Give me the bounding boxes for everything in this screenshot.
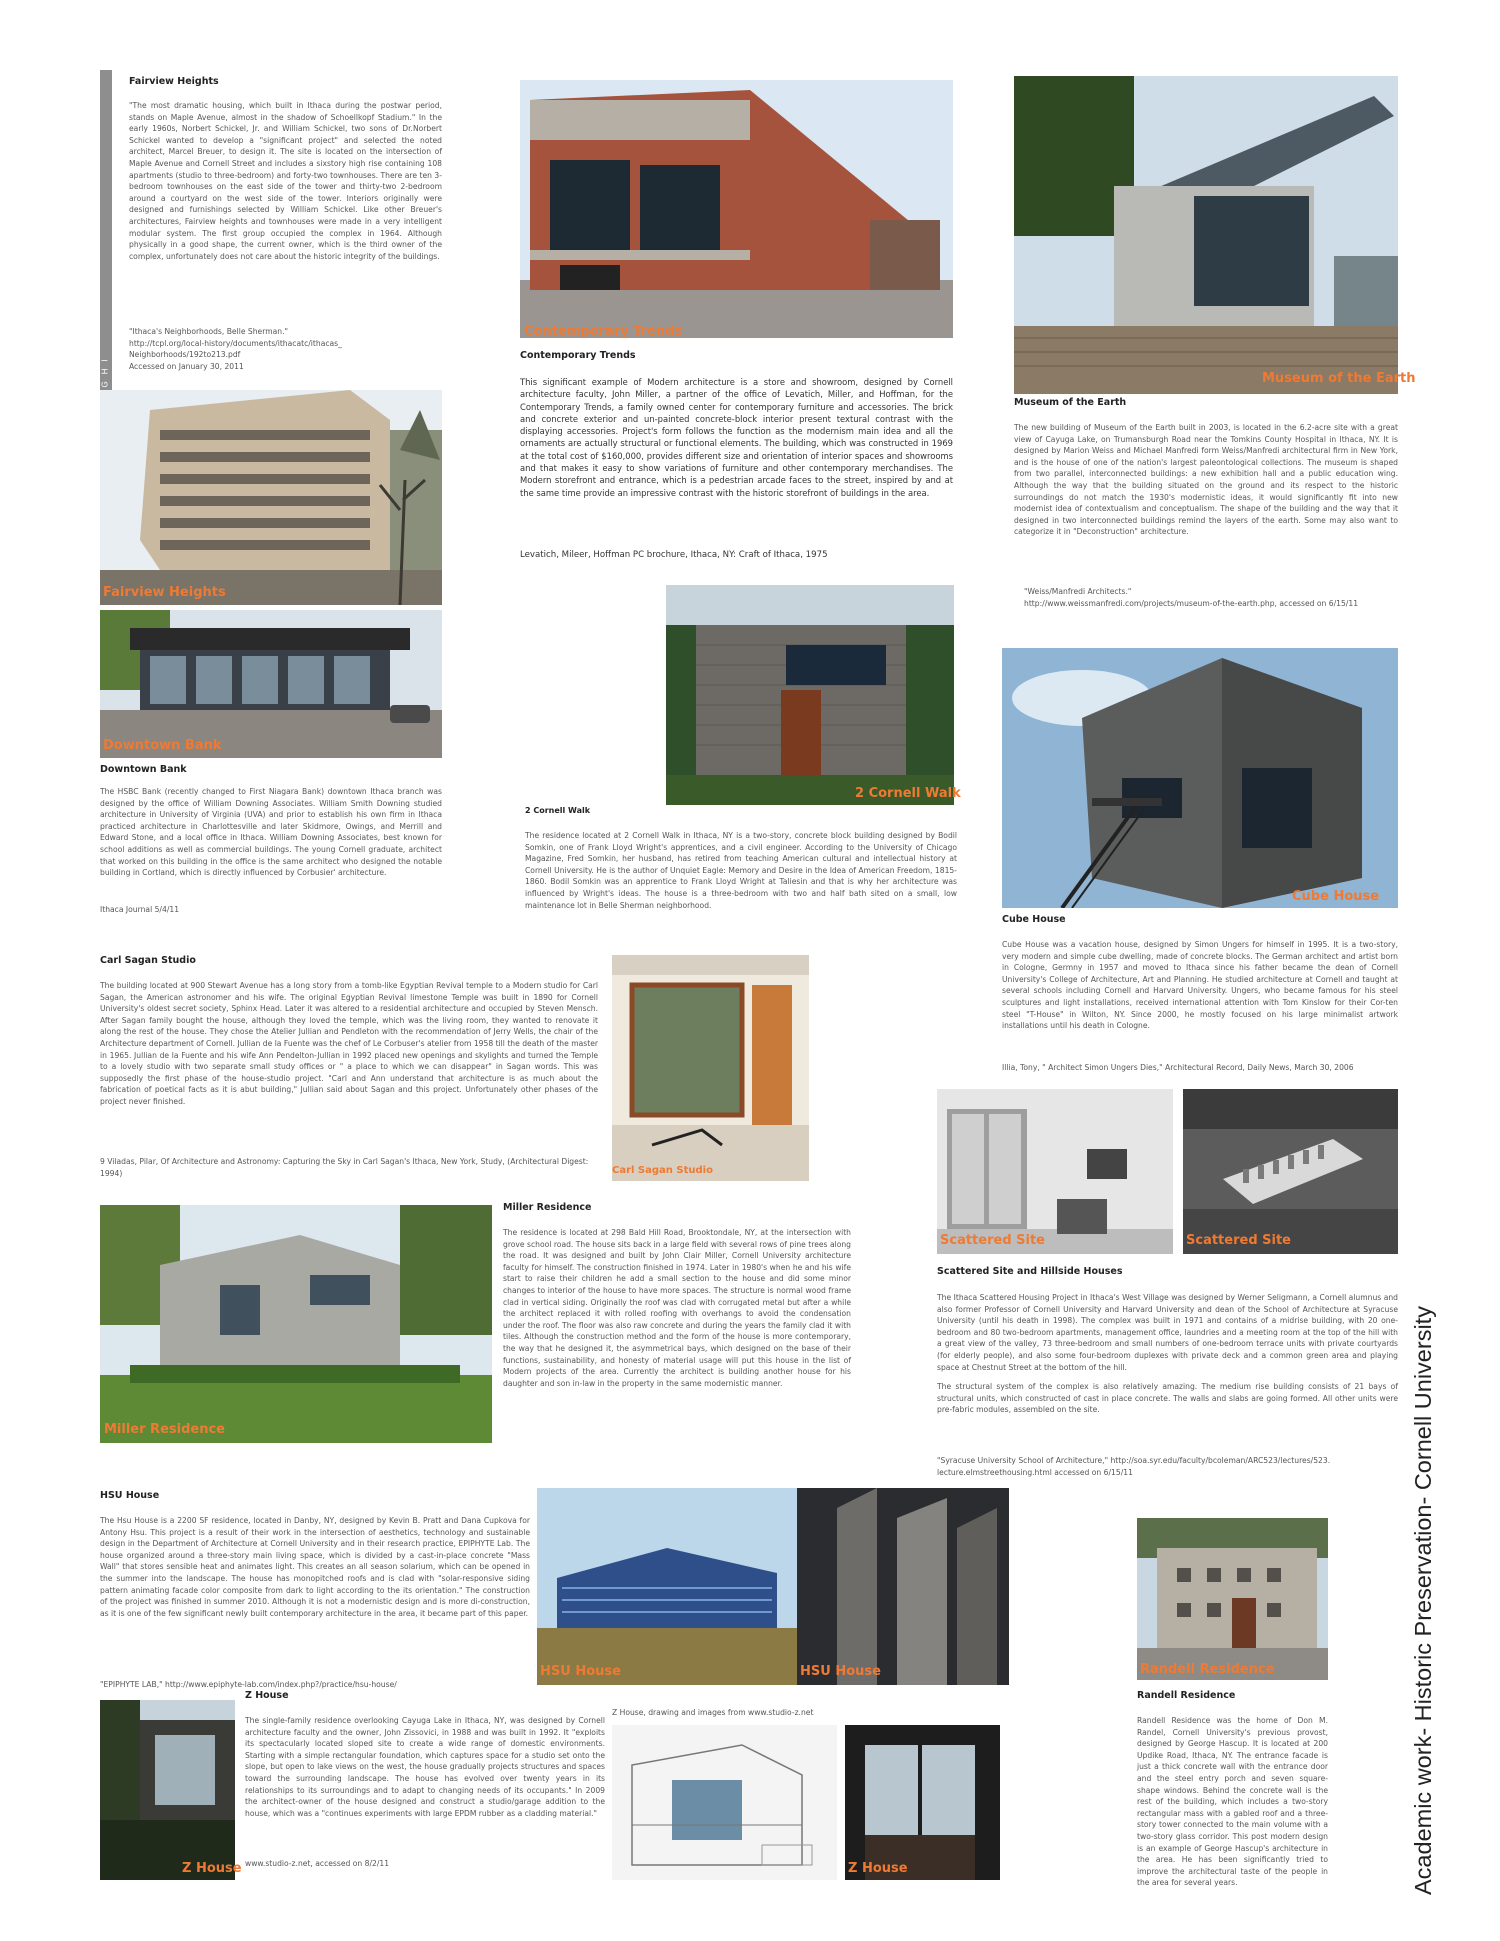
contemporary-title: Contemporary Trends — [520, 350, 636, 361]
sagan-title: Carl Sagan Studio — [100, 955, 196, 966]
scattered-text-1: The Ithaca Scattered Housing Project in Ithaca's West Village was designed by Werner Seligmann, a Cornell alumnus and also former Professor of Cornell University and Harvard University and dean of the School of Architecture at Syracuse University (until his death in 1998). The complex was built in 1971 and contains of a midrise building, with 20 one-bedroom and 80 two-bedroom apartments, management office, laundries and a meeting room at the top of the hill with a great view of the valley, 73 three-bedroom and small numbers of one-bedroom terrace units with private courtyards (for elderly people), and also some four-bedroom duplexes with private deck and a common green area and playing space at Chestnut Street at the bottom of the hill. — [937, 1293, 1398, 1372]
z-house-caption-1: Z House — [182, 1861, 242, 1876]
fairview-ref-date: Accessed on January 30, 2011 — [129, 361, 244, 371]
cube-caption: Cube House — [1292, 889, 1380, 904]
scattered-site-photo-1 — [937, 1089, 1173, 1254]
cornell-walk-photo — [666, 585, 954, 805]
hsu-text: The Hsu House is a 2200 SF residence, located in Danby, NY, designed by Kevin B. Pratt and Dana Cupkova for Antony Hsu. This project is a result of their work in the intersection of aesthetics, technology and sustainable design in the Department of Architecture at Cornell University and in their research practice, EPIPHYTE Lab. The house organized around a three-story main living space, which is divided by a cast-in-place concrete "Mass Wall" that stores sensible heat and animates light. This creates an all season solarium, which can be opened in the summer into the landscape. The house has monopitched roofs and is clad with "solar-responsive siding pattern animating facade color composite from dark to light according to the its orientation." The construction of the project was finished in summer 2010. Although it is not a modernistic design and is more di-construction, as it is one of the few significant newly built contemporary architecture in the area, it became part of this paper. — [100, 1516, 530, 1618]
miller-caption: Miller Residence — [104, 1422, 225, 1437]
scattered-site-photo-2 — [1183, 1089, 1398, 1254]
museum-title: Museum of the Earth — [1014, 397, 1127, 408]
scattered-text — [937, 1292, 1398, 1424]
z-house-photo-2 — [845, 1725, 1000, 1880]
author-side-bar — [100, 70, 112, 390]
fairview-caption: Fairview Heights — [103, 585, 226, 600]
cornell-walk-text: The residence located at 2 Cornell Walk in Ithaca, NY is a two-story, concrete block building designed by Bodil Somkin, one of Frank Lloyd Wright's apprentices, and a civil engineer. According to the University of Chicago Magazine, Fred Somkin, her husband, has retired from teaching American cultural and intellectual history at Cornell University. He is the author of Unquiet Eagle: Memory and Desire in the Idea of American Freedom, 1815-1860. Bodil Somkin was an apprentice to Frank Lloyd Wright at Taliesin and that is why her architecture was influenced by Wright's ideas. The house is a three-bedroom with two and half bath sited on a small, low maintenance lot in Belle Sherman neighborhood. — [525, 831, 957, 910]
hsu-house-photo-1 — [537, 1488, 797, 1685]
bank-title: Downtown Bank — [100, 764, 187, 775]
contemporary-trends-photo — [520, 80, 953, 338]
z-house-reference: www.studio-z.net, accessed on 8/2/11 — [245, 1859, 390, 1868]
hsu-house-photo-2 — [797, 1488, 1009, 1685]
contemporary-caption: Contemporary Trends — [524, 324, 683, 339]
cube-reference: Illia, Tony, " Architect Simon Ungers Dies," Architectural Record, Daily News, March 30, 2006 — [1002, 1063, 1354, 1072]
hsu-caption-2: HSU House — [800, 1664, 881, 1679]
z-house-caption-2: Z House — [848, 1861, 908, 1876]
scattered-reference: "Syracuse University School of Architecture," http://soa.syr.edu/faculty/bcoleman/ARC523/lectures/523. lecture.elmstreethousing.html accessed on 6/15/11 — [937, 1456, 1331, 1477]
hsu-reference: "EPIPHYTE LAB," http://www.epiphyte-lab.com/index.php?/practice/hsu-house/ — [100, 1680, 397, 1689]
z-house-title: Z House — [245, 1690, 289, 1701]
museum-caption: Museum of the Earth — [1262, 371, 1416, 386]
z-house-photo-1 — [100, 1700, 235, 1880]
fairview-heights-photo — [100, 390, 442, 605]
fairview-ref-url: http://tcpl.org/local-history/documents/ithacatc/ithacas_ Neighborhoods/192to213.pdf — [129, 338, 342, 360]
cube-house-photo — [1002, 648, 1398, 908]
miller-text: The residence is located at 298 Bald Hill Road, Brooktondale, NY, at the intersection with grove school road. The house sits back in a large field with several rows of pine trees along the road. It was designed and built by John Clair Miller, Cornell University architecture faculty for himself. The construction finished in 1974. Later in 1980's when he and his wife start to raise their children he add a small section to the house and did some minor changes to interior of the house to have more spaces. The structure is normal wood frame clad in vertical siding. Originally the roof was clad with corrugated metal but after a while the architect replaced it with rolled roofing with overhangs to avoid the condensation under the roof. The floor was also raw concrete and during the years the family clad it with tiles. Although the construction method and the form of the house is more contemporary, the way that he designed it, the asymmetrical bays, which designed on the base of their functions, sustainability, and honesty of material usage will put this house in the list of Modern projects of the area. Currently the architect is building another house for his daughter and son in-law in the property in the same modernistic manner. — [503, 1228, 851, 1388]
cornell-walk-caption: 2 Cornell Walk — [855, 786, 961, 801]
cube-title: Cube House — [1002, 914, 1066, 925]
z-house-text: The single-family residence overlooking Cayuga Lake in Ithaca, NY, was designed by Cornell architecture faculty and the owner, John Zissovici, in 1988 and was built in 1992. It "exploits its spectacularly located sloped site to create a wide range of domestic environments. Starting with a simple rectangular foundation, which captures space for a studio set onto the slope, but open to lake views on the west, the house gradually projects structures and spaces toward the surrounding landscape. The house has evolved over twenty years in its relationships to its surroundings and to adapt to changing needs of its occupants." In 2009 the architect-owner of the house designed and construct a studio/garage addition to the house, which was a "continues experiments with large EPDM rubber as a cladding material." — [245, 1716, 605, 1818]
fairview-ref-title: "Ithaca's Neighborhoods, Belle Sherman." — [129, 327, 288, 336]
cube-text: Cube House was a vacation house, designed by Simon Ungers for himself in 1995. It is a two-story, very modern and simple cube dwelling, made of concrete blocks. The German architect and artist born in Cologne, Germny in 1957 and moved to Ithaca since his father became the dean of Cornell University's College of Architecture, Art and Planning. He studied architecture at Cornell and taught at several schools including Cornell and Harvard University. Ungers, who became famous for his steel sculptures and light installations, received international attention with Tom Kinslow for their Cor-ten steel "T-House" in Wilton, NY. Since 2000, he mostly focused on his large minimalist artwork installations until his death in Cologne. — [1002, 940, 1398, 1031]
fairview-text: "The most dramatic housing, which built in Ithaca during the postwar period, stands on Maple Avenue, almost in the shadow of Schoellkopf Stadium." In the early 1960s, Norbert Schickel, Jr. and William Schickel, two sons of Dr.Norbert Schickel wanted to develop a "significant project" and selected the noted architect, Marcel Breuer, to design it. The site is located on the intersection of Maple Avenue and Cornell Street and includes a sixstory high rise containing 108 apartments (studio to three-bedroom) and forty-two townhouses. There are ten 3-bedroom townhouses on the east side of the tower and thirty-two 2-bedroom around a courtyard on the west side of the tower. Interiors originally were designed and furnishings selected by William Schickel. Like other Breuer's architectures, Fairview heights and townhouses were made in a very intelligent modular system. The first group occupied the complex in 1964. Although physically in a good shape, the current owner, which is the third owner of the complex, unfortunately does not care about the historic integrity of the buildings. — [129, 101, 442, 261]
sagan-reference: 9 Viladas, Pilar, Of Architecture and Astronomy: Capturing the Sky in Carl Sagan's Ithaca, New York, Study, (Architectural Digest: 1994) — [100, 1157, 589, 1178]
randell-residence-photo — [1137, 1518, 1328, 1680]
museum-references — [1014, 586, 1398, 609]
randell-title: Randell Residence — [1137, 1690, 1236, 1701]
cornell-walk-title: 2 Cornell Walk — [525, 806, 591, 815]
museum-of-earth-photo — [1014, 76, 1398, 394]
sagan-caption: Carl Sagan Studio — [612, 1165, 713, 1176]
sagan-text: The building located at 900 Stewart Avenue has a long story from a tomb-like Egyptian Revival temple to a Modern studio for Carl Sagan, the American astronomer and his wife. The original Egyptian Revival limestone Temple was built in 1890 for Cornell University's oldest secret society, Sphinx Head. Later it was altered to a residential architecture and occupied by Steven Mensch. After Sagan family bought the house, although they loved the temple, which was the living room, they wanted to renovate it along the rest of the house. They chose the Atelier Jullian and Pendleton with the recommendation of Jerry Wells, the chair of the Architecture department of Cornell. Jullian de la Fuente was the chef of Le Corbuser's atelier from 1958 till the death of the master in 1965. Jullian de la Fuente and his wife Ann Pendelton-Jullian in 1992 placed new openings and skylights and turned the Temple to a lovely studio with two separate small study offices or " a place to which we can disappear" in Sagan words. This was supposedly the first phase of the house-studio project. "Carl and Ann understand that architecture is as much about the fabrication of poetical facts as it is abut building," Jullian said about Sagan and this project. Unfortunately other phases of the project never finished. — [100, 981, 598, 1106]
museum-ref-url: http://www.weissmanfredi.com/projects/museum-of-the-earth.php, accessed on 6/15/11 — [1024, 598, 1359, 608]
z-house-drawing — [612, 1725, 837, 1880]
downtown-bank-photo — [100, 610, 442, 758]
museum-text: The new building of Museum of the Earth built in 2003, is located in the 6.2-acre site with a great view of Cayuga Lake, on Trumansburgh Road near the Tomkins County Hospital in Ithaca, NY. It is designed by Marion Weiss and Michael Manfredi form Weiss/Manfredi architectural firm in New York, and is the house of one of the nation's largest paleontological collections. The museum is shaped from two parallel, interconnected buildings: a new exhibition hall and a public education wing. Although the way that the building situated on the ground and its respect to the historic surroundings do not match the 1930's modernistic ideas, it would significantly fit into new modernist idea of contextualism and conceptualism. The shape of the building and the way that it designed in two interconnected buildings remind the layers of the earth. Some may also want to categorize it in "Deconstruction" architecture. — [1014, 423, 1398, 537]
contemporary-text: This significant example of Modern architecture is a store and showroom, designed by Cornell architecture faculty, John Miller, a partner of the office of Levatich, Miller, and Hoffman, for the Contemporary Trends, a family owned center for contemporary furniture and accessories. The brick and concrete exterior and un-painted concrete-block interior present textural contrast with the displaying accessories. Project's form follows the function as the modernism main idea and all the ornaments are actually structural or functional elements. The building, which was constructed in 1969 at the total cost of $160,000, provides different size and orientation of interior spaces and showrooms and that makes it easy to show variations of furniture and other contemporary merchandises. The Modern storefront and entrance, which is a pedestrian arcade faces to the street, inspired by and at the same time provide an impressive contrast with the historic storefront of buildings in the area. — [520, 377, 953, 498]
scattered-caption-1: Scattered Site — [940, 1233, 1045, 1248]
bank-text: The HSBC Bank (recently changed to First Niagara Bank) downtown Ithaca branch was designed by the office of William Downing Associates. William Smith Downing studied architecture in University of Virginia (UVA) and prior to establish his own firm in Ithaca practiced architecture in Charlottesville and later Skidmore, Owings, and Merrill and Edward Stone, and a local office in Ithaca. William Downing Associates, best known for school additions as well as commercial buildings. The young Cornell graduate, architect that worked on this building in the office is the same architect who designed the notable building in Cortland, which is directly influenced by Corbusier' architecture. — [100, 787, 442, 878]
scattered-title: Scattered Site and Hillside Houses — [937, 1266, 1123, 1277]
page-title: Academic work- Historic Preservation- Cornell University — [1410, 1306, 1436, 1895]
fairview-title: Fairview Heights — [129, 76, 219, 87]
museum-ref-title: "Weiss/Manfredi Architects." — [1024, 587, 1132, 596]
carl-sagan-studio-photo — [612, 955, 809, 1181]
scattered-caption-2: Scattered Site — [1186, 1233, 1291, 1248]
contemporary-reference: Levatich, Mileer, Hoffman PC brochure, Ithaca, NY: Craft of Ithaca, 1975 — [520, 550, 828, 560]
fairview-references — [129, 326, 442, 372]
hsu-caption-1: HSU House — [540, 1664, 621, 1679]
bank-caption: Downtown Bank — [103, 738, 222, 753]
z-house-drawing-note: Z House, drawing and images from www.studio-z.net — [612, 1708, 814, 1717]
hsu-title: HSU House — [100, 1490, 160, 1501]
randell-caption: Randell Residence — [1140, 1662, 1275, 1677]
miller-title: Miller Residence — [503, 1202, 592, 1213]
scattered-text-2: The structural system of the complex is also relatively amazing. The medium rise building consists of 21 bays of structural units, which constructed of cast in place concrete. The walls and slabs are going formed. All other units were pre-fabric modules, assembled on the site. — [937, 1382, 1398, 1415]
miller-residence-photo — [100, 1205, 492, 1443]
bank-reference: Ithaca Journal 5/4/11 — [100, 905, 180, 914]
randell-text: Randell Residence was the home of Don M. Randel, Cornell University's previous provost, designed by George Hascup. It is located at 200 Updike Road, Ithaca, NY. The entrance facade is just a thick concrete wall with the entrance door and the steel entry porch and seven square-shape windows. Behind the concrete wall is the rest of the building, which includes a two-story rectangular mass with a gabled roof and a three-story tower connected to the main volume with a two-story glass corridor. This post modern design is an example of George Hascup's architecture in the area. He has been significantly tried to improve the architectural taste of the people in the area for several years. — [1137, 1716, 1328, 1888]
